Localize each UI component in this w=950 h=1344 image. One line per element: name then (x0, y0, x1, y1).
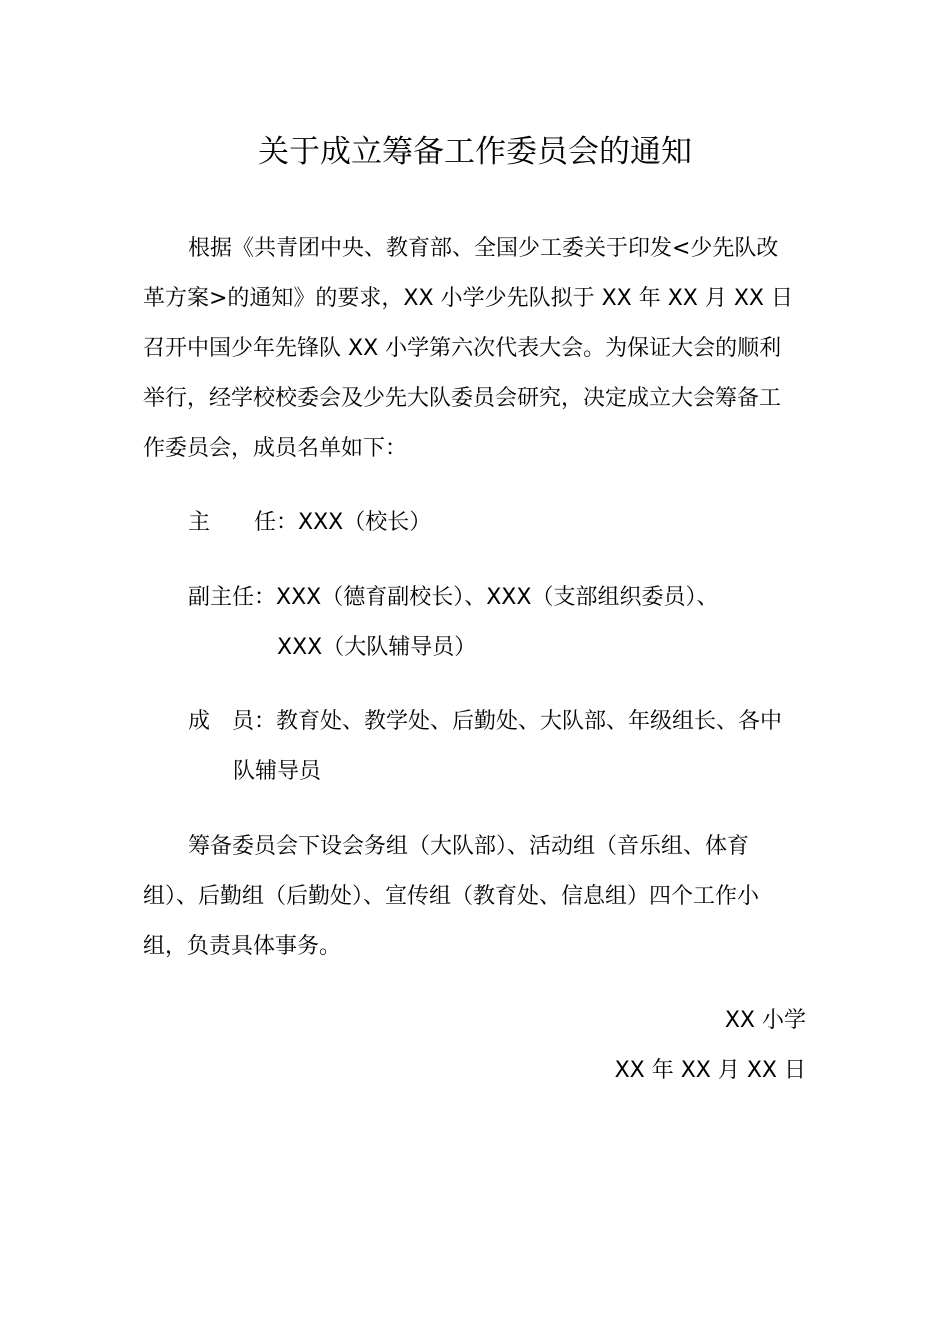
vice-director-value-continued: XXX（大队辅导员） (277, 635, 477, 660)
director-row (188, 507, 431, 539)
signature-date: XX 年 XX 月 XX 日 (614, 1058, 806, 1083)
director-value: XXX（校长） (298, 510, 432, 535)
vice-director-value: XXX（德育副校长）、XXX（支部组织委员）、 (276, 585, 719, 610)
intro-line: 举行，经学校校委会及少先大队委员会研究，决定成立大会筹备工 (143, 386, 782, 411)
intro-line: 召开中国少年先锋队 XX 小学第六次代表大会。为保证大会的顺利 (143, 336, 782, 361)
vice-director-label: 副主任： (188, 585, 277, 610)
vice-director-row (188, 582, 718, 614)
closing-line: 筹备委员会下设会务组（大队部）、活动组（音乐组、体育 (188, 834, 750, 859)
intro-line: 作委员会，成员名单如下： (143, 436, 408, 461)
intro-line: 革方案>的通知》的要求，XX 小学少先队拟于 XX 年 XX 月 XX 日 (143, 286, 793, 311)
members-row (188, 706, 782, 738)
director-label: 主 任： (188, 510, 299, 535)
members-value: 教育处、教学处、后勤处、大队部、年级组长、各中 (276, 709, 783, 734)
document-title: 关于成立筹备工作委员会的通知 (258, 134, 692, 170)
intro-line: 根据《共青团中央、教育部、全国少工委关于印发<少先队改 (188, 236, 779, 261)
members-label: 成 员： (188, 709, 277, 734)
closing-line: 组，负责具体事务。 (143, 934, 342, 959)
members-value-continued: 队辅导员 (233, 759, 322, 784)
signature-org: XX 小学 (724, 1008, 806, 1033)
closing-line: 组）、后勤组（后勤处）、宣传组（教育处、信息组）四个工作小 (143, 884, 760, 909)
